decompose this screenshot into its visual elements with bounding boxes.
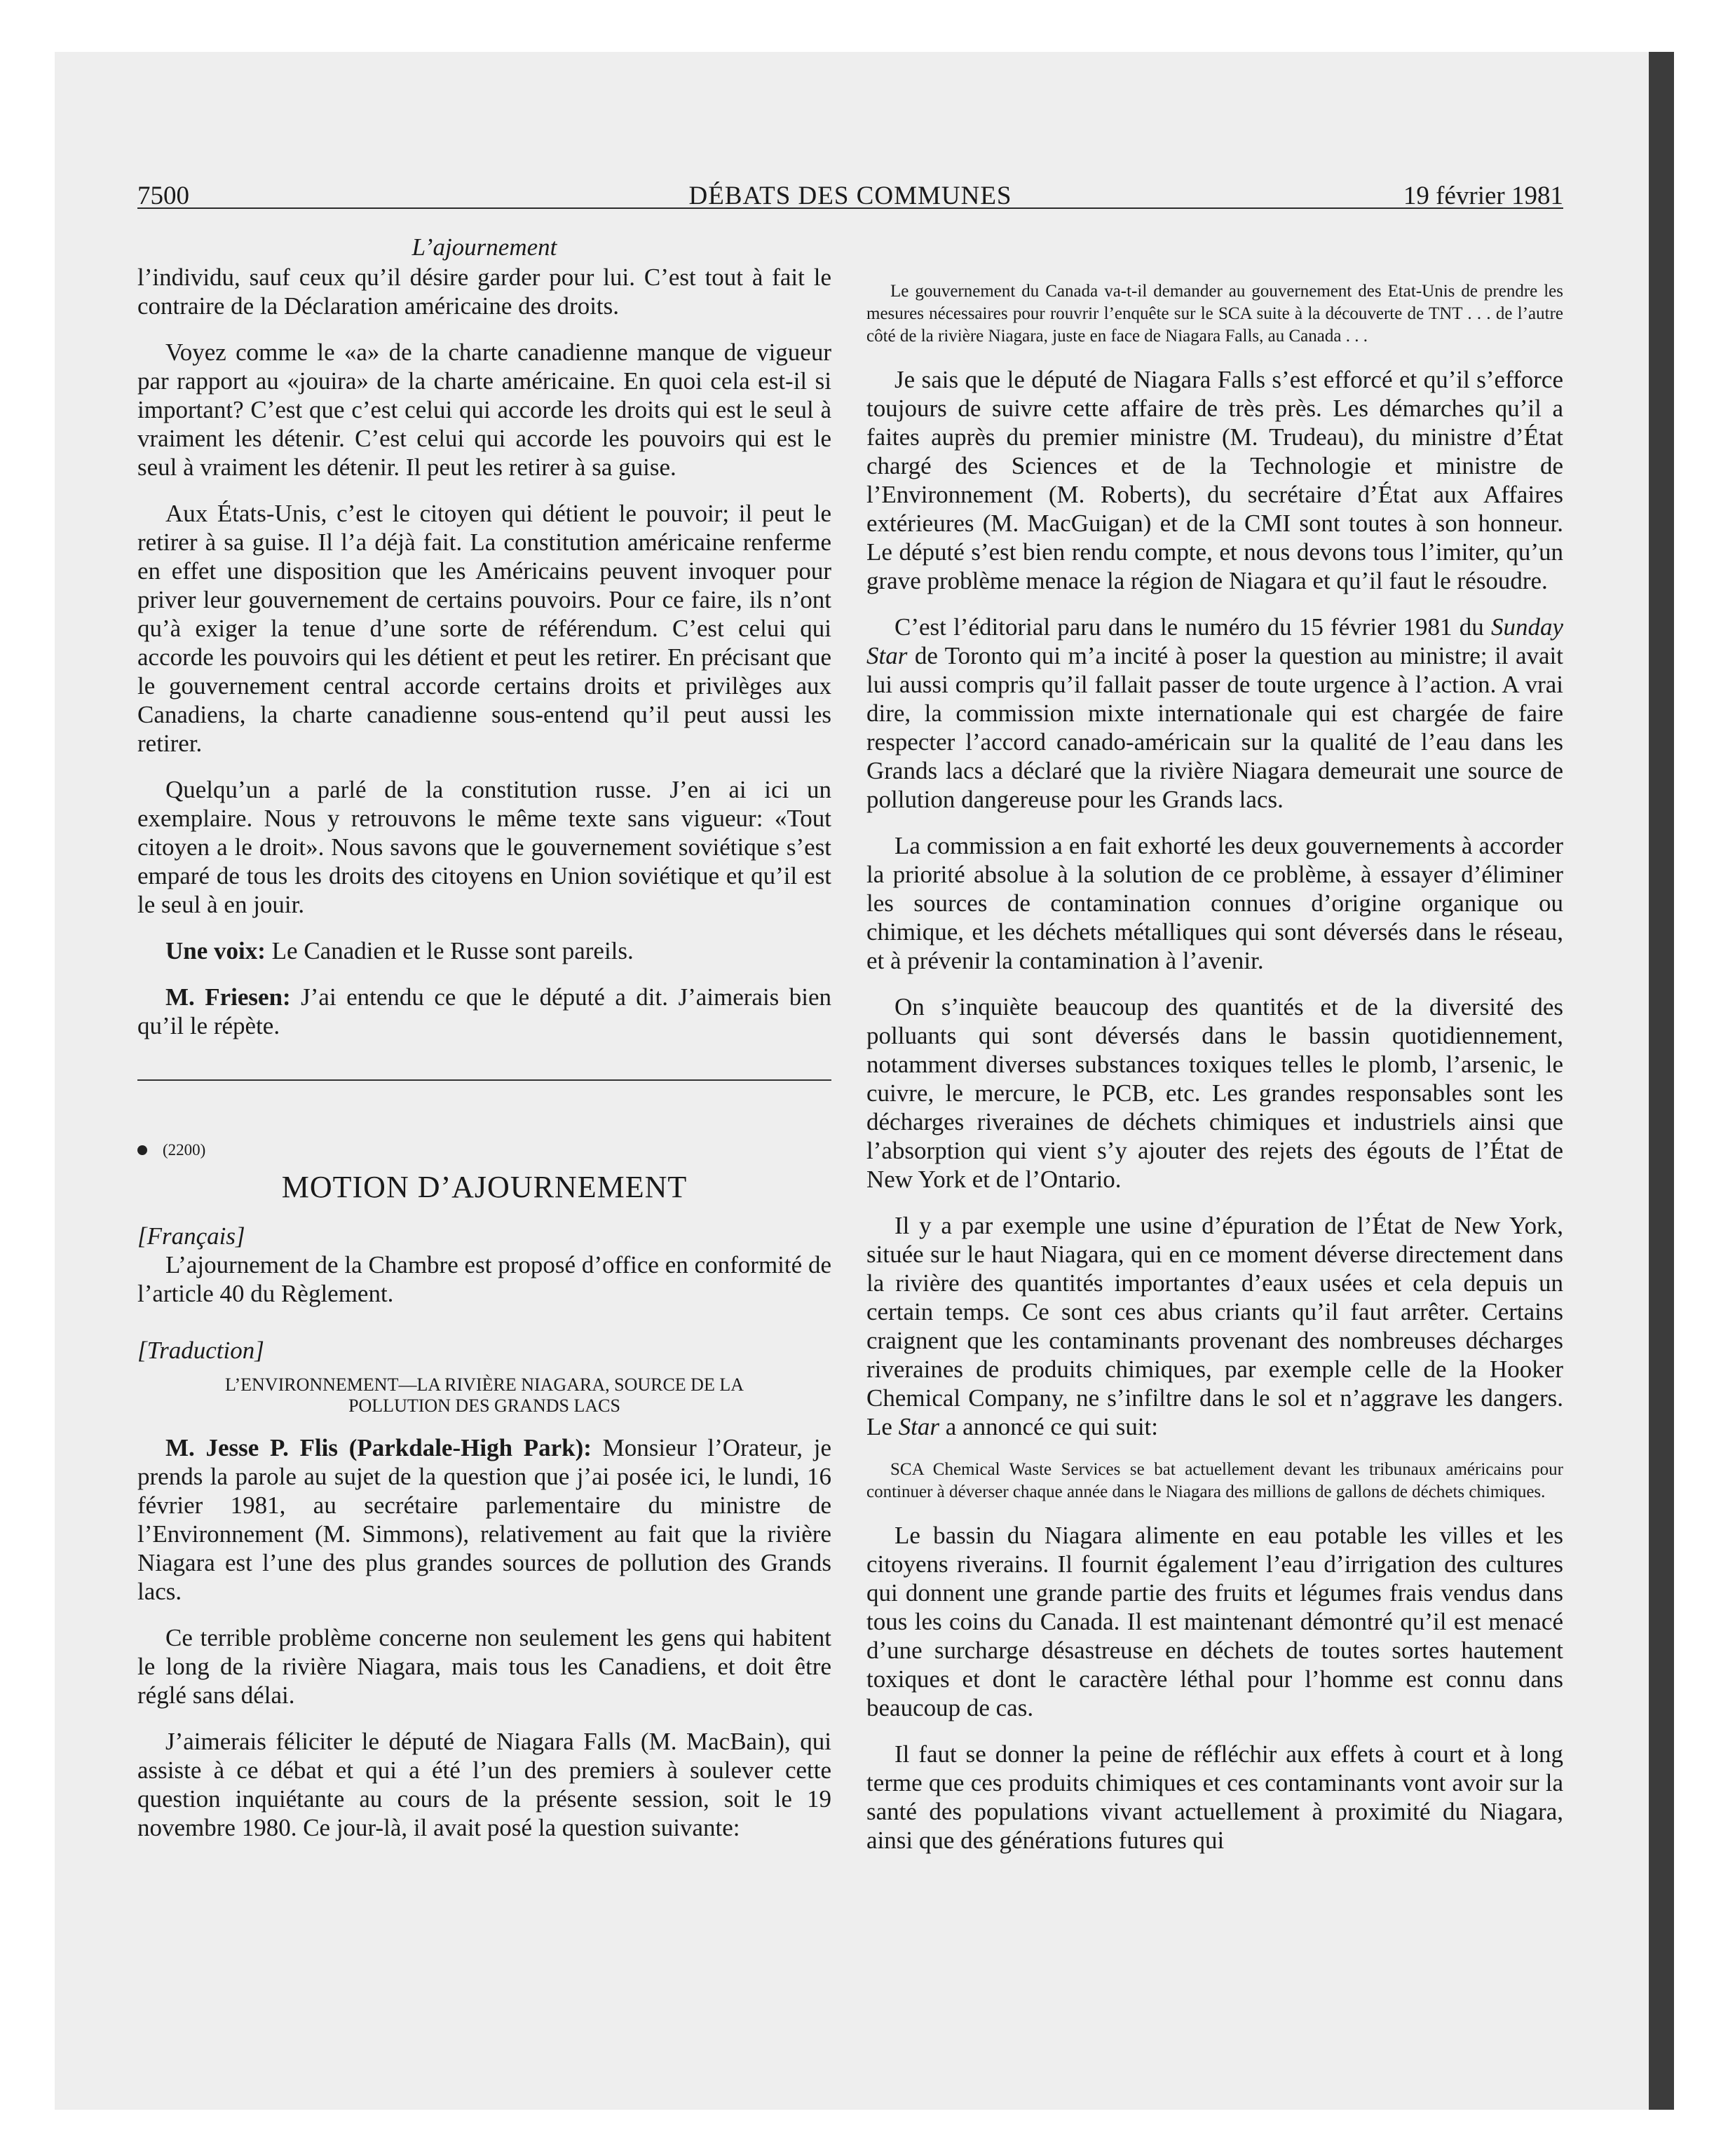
paragraph: l’individu, sauf ceux qu’il désire garder pour lui. C’est tout à fait le contraire de la Déclaration américaine des droits. (137, 264, 831, 320)
subheading-line: L’ENVIRONNEMENT—LA RIVIÈRE NIAGARA, SOURCE DE LA (225, 1374, 744, 1395)
paragraph: Quelqu’un a parlé de la constitution russe. J’en ai ici un exemplaire. Nous y retrouvons le même texte sans vigueur: «Tout citoyen a le droit». Nous savons que le gouvernement soviétique s’est emparé de tous les droits des citoyens en Union soviétique et qu’il est le seul à en jouir. (137, 776, 831, 918)
left-column (137, 233, 831, 1860)
text-run: de Toronto qui m’a incité à poser la question au ministre; il avait lui aussi compris qu’il fallait passer de toute urgence à l’action. A vrai dire, la commission mixte internationale qui est chargée de faire respecter l’accord canado-américain sur la qualité de l’eau dans les Grands lacs a déclaré que la rivière Niagara demeurait une source de pollution dangereuse pour les Grands lacs. (866, 642, 1563, 813)
newspaper-name: Star (898, 1413, 940, 1440)
time-marker-text: (2200) (163, 1141, 206, 1159)
right-column (866, 280, 1563, 1872)
bullet-icon (137, 1145, 147, 1155)
text-run: C’est l’éditorial paru dans le numéro du 15 février 1981 du (894, 613, 1491, 641)
page-header (137, 181, 1563, 209)
paragraph: La commission a en fait exhorté les deux gouvernements à accorder la priorité absolue à la solution de ce problème, à essayer d’éliminer les sources de contamination connues d’origine organique ou chimique, et les déchets métalliques qui sont déversés dans le réseau, et à prévenir la contamination à l’avenir. (866, 832, 1563, 974)
speech-voice (137, 936, 831, 965)
subheading-line: POLLUTION DES GRANDS LACS (348, 1396, 620, 1416)
paragraph: Le bassin du Niagara alimente en eau potable les villes et les citoyens riverains. Il fournit également l’eau d’irrigation des cultures qui donnent une grande partie des fruits et légumes frais vendus dans tous les coins du Canada. Il est maintenant démontré qu’il est menacé d’une surcharge désastreuse en déchets de toutes sortes hautement toxiques et dont le caractère léthal pour l’homme est connu dans beaucoup de cas. (866, 1522, 1563, 1721)
text-run: a annoncé ce qui suit: (939, 1413, 1159, 1440)
section-title: MOTION D’AJOURNEMENT (281, 1170, 688, 1204)
scan-edge-bar (1649, 52, 1674, 2110)
speaker-name: M. Jesse P. Flis (Parkdale-High Park): (165, 1434, 592, 1461)
paragraph: On s’inquiète beaucoup des quantités et de la diversité des polluants qui sont déversés dans le bassin quotidiennement, notamment diverses substances toxiques telles le plomb, l’arsenic, le cuivre, le mercure, le PCB, etc. Les grandes responsables sont les décharges riveraines de déchets chimiques et industriels ainsi que l’absorption qui vient s’y ajouter des rejets des égouts de l’État de New York et de l’Ontario. (866, 993, 1563, 1193)
block-quote: Le gouvernement du Canada va-t-il demander au gouvernement des Etat-Unis de prendre les mesures nécessaires pour rouvrir l’enquête sur le SCA suite à la découverte de TNT . . . de l’autre côté de la rivière Niagara, juste en face de Niagara Falls, au Canada . . . (866, 282, 1563, 346)
paragraph: Je sais que le député de Niagara Falls s’est efforcé et qu’il s’efforce toujours de suivre cette affaire de très près. Les démarches qu’il a faites auprès du premier ministre (M. Trudeau), du ministre d’État chargé des Sciences et de la Technologie et ministre de l’Environnement (M. Roberts), du secrétaire d’État aux Affaires extérieures (M. MacGuigan) et de la CMI sont toutes à son honneur. Le député s’est bien rendu compte, et nous devons tous l’imiter, qu’un grave problème menace la région de Niagara et qu’il faut le résoudre. (866, 366, 1563, 594)
paragraph (866, 1211, 1563, 1441)
paragraph: Il faut se donner la peine de réfléchir aux effets à court et à long terme que ces produits chimiques et ces contaminants vont avoir sur la santé des populations vivant actuellement à proximité du Niagara, ainsi que des générations futures qui (866, 1740, 1563, 1854)
block-quote: SCA Chemical Waste Services se bat actuellement devant les tribunaux américains pour continuer à déverser chaque année dans le Niagara des millions de gallons de déchets chimiques. (866, 1460, 1563, 1501)
language-tag: [Traduction] (137, 1337, 264, 1364)
speaker-name: Une voix: (165, 937, 266, 964)
paragraph: Voyez comme le «a» de la charte canadienne manque de vigueur par rapport au «jouira» de la charte américaine. En quoi cela est-il si important? C’est que c’est celui qui accorde les droits qui est le seul à vraiment les détenir. C’est celui qui accorde les pouvoirs qui est le seul à vraiment les détenir. Il peut les retirer à sa guise. (137, 339, 831, 481)
text-run: Il y a par exemple une usine d’épuration de l’État de New York, située sur le haut Niagara, qui en ce moment déverse directement dans la rivière des quantités importantes d’eaux usées et cela depuis un certain temps. Ce sont ces abus criants qu’il faut arrêter. Certains craignent que les contaminants provenant des nombreuses décharges riveraines de produits chimiques, par exemple celle de la Hooker Chemical Company, ne s’infiltre dans le sol et n’aggrave les dangers. Le (866, 1212, 1563, 1440)
paragraph: L’ajournement de la Chambre est proposé d’office en conformité de l’article 40 du Règlement. (137, 1251, 831, 1307)
speech-text: Le Canadien et le Russe sont pareils. (265, 937, 634, 964)
section-divider (137, 1079, 831, 1081)
paragraph (866, 613, 1563, 814)
speaker-name: M. Friesen: (165, 983, 291, 1011)
speech-text: Monsieur l’Orateur, je prends la parole au sujet de la question que j’ai posée ici, le lundi, 16 février 1981, au secrétaire parlementaire du ministre de l’Environnement (M. Simmons), relativement au fait que la rivière Niagara est l’une des plus grandes sources de pollution des Grands lacs. (137, 1434, 831, 1605)
running-head: L’ajournement (411, 233, 557, 261)
paragraph: J’aimerais féliciter le député de Niagara Falls (M. MacBain), qui assiste à ce débat et qui a été l’un des premiers à soulever cette question inquiétante au cours de la présente session, soit le 19 novembre 1980. Ce jour-là, il avait posé la question suivante: (137, 1728, 831, 1841)
paragraph: Ce terrible problème concerne non seulement les gens qui habitent le long de la rivière Niagara, mais tous les Canadiens, et doit être réglé sans délai. (137, 1624, 831, 1709)
paragraph: Aux États-Unis, c’est le citoyen qui détient le pouvoir; il peut le retirer à sa guise. Il l’a déjà fait. La constitution américaine renferme en effet une disposition que les Américains peuvent invoquer pour priver leur gouvernement de certains pouvoirs. Pour ce faire, ils n’ont qu’à exiger la tenue d’une sorte de référendum. C’est celui qui accorde les pouvoirs qui les détient et peut les retirer. En précisant que le gouvernement central accorde certains droits et privilèges aux Canadiens, la charte canadienne sous-entend qu’il peut aussi les retirer. (137, 500, 831, 757)
publication-title: DÉBATS DES COMMUNES (688, 182, 1012, 210)
speech-text: J’ai entendu ce que le député a dit. J’aimerais bien qu’il le répète. (137, 983, 831, 1039)
subsection-heading (137, 1374, 831, 1417)
language-tag: [Français] (137, 1222, 245, 1250)
time-marker (137, 1141, 831, 1159)
speech-flis (137, 1433, 831, 1606)
page-number: 7500 (137, 182, 189, 210)
newspaper-name: Sunday Star (866, 613, 1563, 669)
speech-friesen (137, 983, 831, 1040)
publication-date: 19 février 1981 (1403, 182, 1563, 210)
